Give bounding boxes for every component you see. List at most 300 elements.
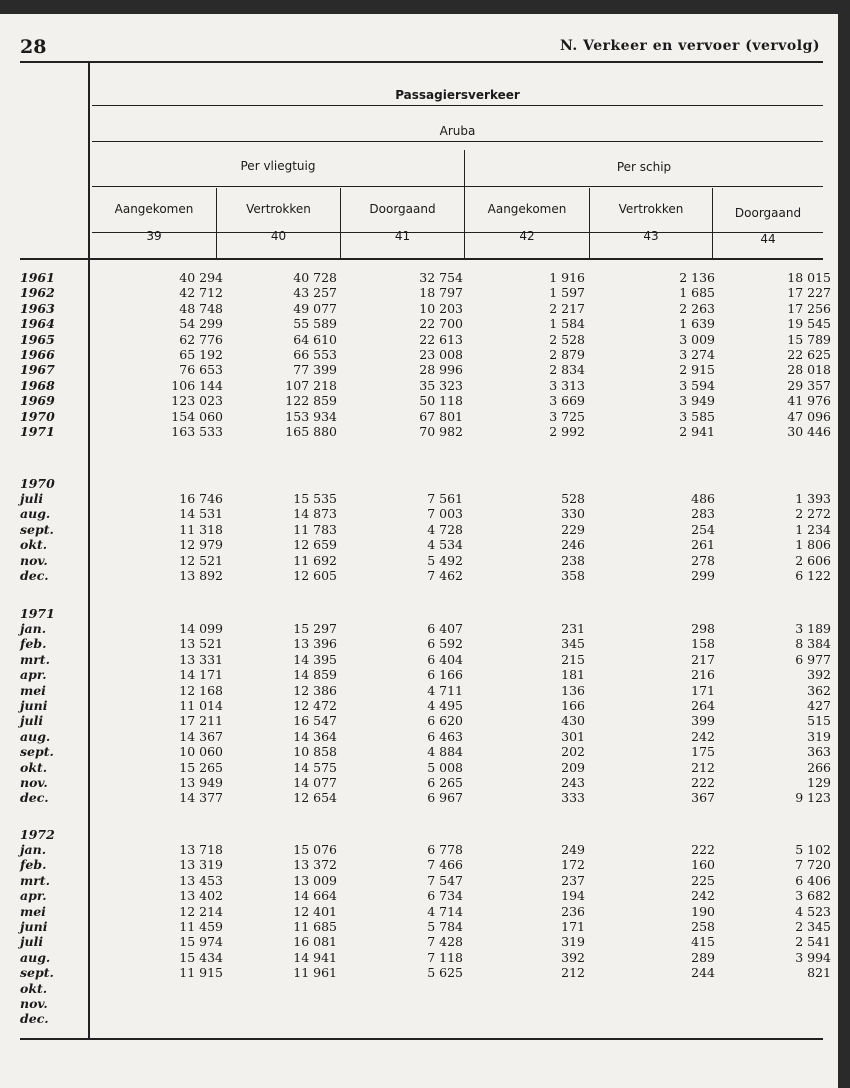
table-row [20, 857, 835, 872]
table-cell: 11 692 [293, 552, 337, 568]
table-cell: 4 884 [427, 744, 463, 760]
column-heading: Aangekomen [114, 202, 194, 216]
table-cell: 13 892 [179, 567, 223, 583]
table-cell: 64 610 [293, 331, 337, 347]
table-cell: 821 [807, 965, 831, 981]
table-cell: 3 313 [549, 377, 585, 393]
table-cell: 6 265 [427, 774, 463, 790]
column-number: 41 [394, 229, 411, 243]
table-cell: 222 [691, 842, 715, 857]
table-cell: 5 008 [427, 759, 463, 775]
table-cell: 7 561 [427, 491, 463, 506]
row-label: nov. [20, 552, 48, 568]
table-row [20, 285, 835, 300]
table-cell: 153 934 [285, 408, 337, 424]
table-cell: 212 [561, 965, 585, 981]
row-label: nov. [20, 774, 48, 790]
table-cell: 2 606 [795, 552, 831, 568]
table-cell: 12 521 [179, 552, 223, 568]
air-heading: Per vliegtuig [240, 159, 316, 173]
table-row [20, 934, 835, 949]
table-cell: 3 594 [679, 377, 715, 393]
table-row [20, 332, 835, 347]
table-cell: 301 [561, 728, 585, 744]
table-row [20, 636, 835, 651]
table-cell: 5 625 [427, 965, 463, 981]
table-cell: 6 407 [427, 621, 463, 636]
table-cell: 13 453 [179, 872, 223, 888]
table-row [20, 965, 835, 980]
table-cell: 14 575 [293, 759, 337, 775]
table-cell: 399 [691, 713, 715, 729]
table-cell: 362 [807, 682, 831, 698]
table-cell: 160 [691, 857, 715, 873]
table-cell: 13 402 [179, 888, 223, 904]
table-cell: 32 754 [419, 270, 463, 285]
table-row [20, 424, 835, 439]
table-cell: 2 879 [549, 346, 585, 362]
table-cell: 215 [561, 651, 585, 667]
table-cell: 190 [691, 903, 715, 919]
table-cell: 16 547 [293, 713, 337, 729]
table-cell: 17 211 [179, 713, 223, 729]
row-label: aug. [20, 728, 51, 744]
table-cell: 14 364 [293, 728, 337, 744]
table-cell: 12 605 [293, 567, 337, 583]
table-row [20, 362, 835, 377]
table-cell: 122 859 [285, 393, 337, 409]
table-row [20, 522, 835, 537]
table-cell: 392 [561, 949, 585, 965]
table-cell: 12 654 [293, 790, 337, 806]
table-cell: 54 299 [179, 316, 223, 332]
row-label: 1969 [20, 393, 55, 409]
table-row [20, 842, 835, 857]
block-1971 [20, 606, 835, 806]
table-cell: 415 [691, 934, 715, 950]
table-cell: 7 720 [795, 857, 831, 873]
table-cell: 1 685 [679, 285, 715, 301]
row-label: 1966 [20, 346, 55, 362]
table-row [20, 378, 835, 393]
table-cell: 48 748 [179, 300, 223, 316]
row-label: jan. [20, 621, 47, 636]
table-cell: 1 393 [795, 491, 831, 506]
table-cell: 7 003 [427, 506, 463, 522]
table-cell: 171 [691, 682, 715, 698]
header-bottom-rule [20, 258, 823, 260]
table-cell: 298 [691, 621, 715, 636]
table-cell: 166 [561, 697, 585, 713]
block-1970 [20, 476, 835, 583]
table-cell: 15 297 [293, 621, 337, 636]
table-cell: 123 023 [171, 393, 223, 409]
table-cell: 7 428 [427, 934, 463, 950]
table-row [20, 506, 835, 521]
table-cell: 5 784 [427, 918, 463, 934]
table-cell: 254 [691, 521, 715, 537]
table-cell: 106 144 [171, 377, 223, 393]
table-cell: 6 734 [427, 888, 463, 904]
table-cell: 28 996 [419, 362, 463, 378]
table-row [20, 904, 835, 919]
table-cell: 392 [807, 667, 831, 683]
row-label: 1963 [20, 300, 55, 316]
table-cell: 171 [561, 918, 585, 934]
table-cell: 4 728 [427, 521, 463, 537]
month-rows-1972 [20, 842, 835, 1027]
table-cell: 238 [561, 552, 585, 568]
table-cell: 49 077 [293, 300, 337, 316]
table-cell: 17 227 [787, 285, 831, 301]
table-cell: 6 406 [795, 872, 831, 888]
table-row [20, 981, 835, 996]
row-label: 1971 [20, 423, 55, 439]
row-label: okt. [20, 759, 48, 775]
row-label: mei [20, 903, 46, 919]
table-row [20, 347, 835, 362]
row-label: 1968 [20, 377, 55, 393]
table-cell: 6 404 [427, 651, 463, 667]
block-year-label: 1971 [20, 606, 55, 621]
table-cell: 1 806 [795, 537, 831, 553]
row-label: nov. [20, 995, 48, 1011]
table-cell: 1 639 [679, 316, 715, 332]
table-cell: 40 728 [293, 270, 337, 285]
table-cell: 2 136 [679, 270, 715, 285]
group-underline [92, 105, 823, 106]
table-cell: 11 783 [293, 521, 337, 537]
table-cell: 7 118 [427, 949, 463, 965]
table-cell: 13 949 [179, 774, 223, 790]
table-row [20, 316, 835, 331]
table-cell: 345 [561, 636, 585, 652]
table-cell: 5 102 [795, 842, 831, 857]
table-cell: 50 118 [419, 393, 463, 409]
column-number: 40 [270, 229, 287, 243]
column-heading: Doorgaand [369, 202, 436, 216]
table-row [20, 652, 835, 667]
table-cell: 264 [691, 697, 715, 713]
table-cell: 12 214 [179, 903, 223, 919]
table-cell: 3 725 [549, 408, 585, 424]
table-cell: 229 [561, 521, 585, 537]
table-cell: 283 [691, 506, 715, 522]
table-cell: 15 535 [293, 491, 337, 506]
table-cell: 30 446 [787, 423, 831, 439]
table-cell: 1 234 [795, 521, 831, 537]
table-cell: 2 834 [549, 362, 585, 378]
row-label: juli [20, 491, 44, 506]
table-cell: 11 915 [179, 965, 223, 981]
table-cell: 528 [561, 491, 585, 506]
table-cell: 2 915 [679, 362, 715, 378]
column-heading: Aangekomen [487, 202, 567, 216]
table-cell: 244 [691, 965, 715, 981]
mode-underline [92, 186, 823, 187]
table-cell: 42 712 [179, 285, 223, 301]
table-cell: 3 274 [679, 346, 715, 362]
row-label: 1965 [20, 331, 55, 347]
table-cell: 1 584 [549, 316, 585, 332]
row-label: 1970 [20, 408, 55, 424]
table-cell: 3 994 [795, 949, 831, 965]
table-row [20, 568, 835, 583]
row-label: sept. [20, 744, 54, 760]
table-cell: 163 533 [171, 423, 223, 439]
table-cell: 175 [691, 744, 715, 760]
column-heading: Doorgaand [734, 206, 802, 220]
block-1972 [20, 827, 835, 1027]
table-cell: 11 459 [179, 918, 223, 934]
table-cell: 9 123 [795, 790, 831, 806]
table-cell: 6 463 [427, 728, 463, 744]
table-cell: 8 384 [795, 636, 831, 652]
table-cell: 2 345 [795, 918, 831, 934]
table-cell: 165 880 [285, 423, 337, 439]
table-cell: 23 008 [419, 346, 463, 362]
table-cell: 12 659 [293, 537, 337, 553]
table-cell: 47 096 [787, 408, 831, 424]
table-cell: 22 613 [419, 331, 463, 347]
table-cell: 5 492 [427, 552, 463, 568]
group-heading: Passagiersverkeer [395, 88, 520, 102]
table-cell: 6 122 [795, 567, 831, 583]
table-cell: 4 523 [795, 903, 831, 919]
table-cell: 10 060 [179, 744, 223, 760]
table-row [20, 729, 835, 744]
table-cell: 14 395 [293, 651, 337, 667]
table-cell: 13 319 [179, 857, 223, 873]
table-bottom-rule [20, 1038, 823, 1040]
table-cell: 129 [807, 774, 831, 790]
subgroup-heading: Aruba [439, 124, 476, 138]
table-cell: 515 [807, 713, 831, 729]
table-cell: 2 528 [549, 331, 585, 347]
table-cell: 319 [561, 934, 585, 950]
table-cell: 76 653 [179, 362, 223, 378]
table-cell: 181 [561, 667, 585, 683]
table-cell: 18 015 [787, 270, 831, 285]
table-cell: 6 977 [795, 651, 831, 667]
table-cell: 1 597 [549, 285, 585, 301]
row-label: mrt. [20, 651, 50, 667]
table-cell: 11 318 [179, 521, 223, 537]
table-cell: 246 [561, 537, 585, 553]
table-row [20, 409, 835, 424]
table-cell: 242 [691, 888, 715, 904]
table-cell: 6 620 [427, 713, 463, 729]
col-divider-2 [340, 188, 341, 258]
column-number: 39 [146, 229, 162, 243]
row-label: 1967 [20, 362, 55, 378]
table-cell: 14 531 [179, 506, 223, 522]
column-heading: Vertrokken [618, 202, 684, 216]
table-cell: 216 [691, 667, 715, 683]
table-cell: 18 797 [419, 285, 463, 301]
table-cell: 11 685 [293, 918, 337, 934]
table-cell: 7 462 [427, 567, 463, 583]
block-year-label: 1970 [20, 476, 55, 491]
table-cell: 13 372 [293, 857, 337, 873]
table-cell: 2 217 [549, 300, 585, 316]
table-row [20, 537, 835, 552]
table-cell: 14 941 [293, 949, 337, 965]
table-cell: 13 331 [179, 651, 223, 667]
table-cell: 22 625 [787, 346, 831, 362]
table-cell: 14 171 [179, 667, 223, 683]
row-label: dec. [20, 1011, 49, 1027]
table-cell: 222 [691, 774, 715, 790]
table-cell: 3 189 [795, 621, 831, 636]
table-cell: 217 [691, 651, 715, 667]
row-label: juli [20, 713, 44, 729]
table-cell: 6 778 [427, 842, 463, 857]
table-cell: 225 [691, 872, 715, 888]
table-cell: 4 534 [427, 537, 463, 553]
table-cell: 1 916 [549, 270, 585, 285]
table-cell: 14 859 [293, 667, 337, 683]
row-label: okt. [20, 537, 48, 553]
table-cell: 154 060 [171, 408, 223, 424]
table-cell: 22 700 [419, 316, 463, 332]
table-cell: 65 192 [179, 346, 223, 362]
table-cell: 266 [807, 759, 831, 775]
table-cell: 12 401 [293, 903, 337, 919]
table-row [20, 919, 835, 934]
month-rows-1970 [20, 491, 835, 583]
table-cell: 14 377 [179, 790, 223, 806]
table-cell: 15 789 [787, 331, 831, 347]
table-cell: 11 961 [293, 965, 337, 981]
table-cell: 13 396 [293, 636, 337, 652]
row-label: aug. [20, 949, 51, 965]
table-cell: 333 [561, 790, 585, 806]
table-cell: 258 [691, 918, 715, 934]
row-label: apr. [20, 888, 47, 904]
row-label: juni [20, 697, 48, 713]
running-head: N. Verkeer en vervoer (vervolg) [559, 38, 820, 54]
table-row [20, 996, 835, 1011]
row-label: 1961 [20, 270, 55, 285]
table-cell: 62 776 [179, 331, 223, 347]
table-cell: 11 014 [179, 697, 223, 713]
table-cell: 4 495 [427, 697, 463, 713]
table-cell: 212 [691, 759, 715, 775]
table-cell: 4 714 [427, 903, 463, 919]
table-cell: 55 589 [293, 316, 337, 332]
table-cell: 2 941 [679, 423, 715, 439]
page-number: 28 [20, 36, 47, 58]
table-cell: 19 545 [787, 316, 831, 332]
col-divider-1 [216, 188, 217, 258]
table-cell: 278 [691, 552, 715, 568]
column-number: 44 [760, 232, 776, 246]
table-row [20, 790, 835, 805]
column-number: 43 [643, 229, 659, 243]
table-cell: 330 [561, 506, 585, 522]
table-row [20, 683, 835, 698]
table-cell: 236 [561, 903, 585, 919]
row-label: 1962 [20, 285, 55, 301]
table-cell: 202 [561, 744, 585, 760]
table-cell: 10 858 [293, 744, 337, 760]
table-row [20, 950, 835, 965]
table-cell: 430 [561, 713, 585, 729]
table-row [20, 760, 835, 775]
table-cell: 289 [691, 949, 715, 965]
table-cell: 249 [561, 842, 585, 857]
table-cell: 158 [691, 636, 715, 652]
table-cell: 367 [691, 790, 715, 806]
table-cell: 13 521 [179, 636, 223, 652]
table-cell: 70 982 [419, 423, 463, 439]
table-cell: 10 203 [419, 300, 463, 316]
table-row [20, 888, 835, 903]
table-row [20, 301, 835, 316]
table-cell: 6 166 [427, 667, 463, 683]
table-cell: 12 386 [293, 682, 337, 698]
table-cell: 3 009 [679, 331, 715, 347]
table-cell: 2 541 [795, 934, 831, 950]
table-cell: 77 399 [293, 362, 337, 378]
table-cell: 7 466 [427, 857, 463, 873]
table-cell: 14 873 [293, 506, 337, 522]
row-label: apr. [20, 667, 47, 683]
table-cell: 40 294 [179, 270, 223, 285]
table-cell: 6 592 [427, 636, 463, 652]
table-cell: 14 664 [293, 888, 337, 904]
table-cell: 43 257 [293, 285, 337, 301]
table-cell: 14 099 [179, 621, 223, 636]
row-label: sept. [20, 521, 54, 537]
table-cell: 15 434 [179, 949, 223, 965]
table-row [20, 621, 835, 636]
column-number: 42 [519, 229, 535, 243]
table-cell: 136 [561, 682, 585, 698]
table-cell: 243 [561, 774, 585, 790]
month-rows-1971 [20, 621, 835, 806]
table-cell: 12 979 [179, 537, 223, 553]
table-cell: 15 076 [293, 842, 337, 857]
top-rule [20, 61, 823, 63]
table-cell: 3 585 [679, 408, 715, 424]
row-label: mrt. [20, 872, 50, 888]
table-cell: 29 357 [787, 377, 831, 393]
table-cell: 209 [561, 759, 585, 775]
table-row [20, 393, 835, 408]
table-cell: 12 472 [293, 697, 337, 713]
table-cell: 2 272 [795, 506, 831, 522]
table-row [20, 667, 835, 682]
table-cell: 3 669 [549, 393, 585, 409]
table-row [20, 775, 835, 790]
table-cell: 3 682 [795, 888, 831, 904]
table-cell: 14 367 [179, 728, 223, 744]
table-row [20, 713, 835, 728]
table-cell: 14 077 [293, 774, 337, 790]
table-cell: 16 746 [179, 491, 223, 506]
table-cell: 7 547 [427, 872, 463, 888]
table-row [20, 744, 835, 759]
ship-heading: Per schip [616, 160, 672, 174]
row-label: juli [20, 934, 44, 950]
col-divider-4 [589, 188, 590, 258]
table-cell: 67 801 [419, 408, 463, 424]
table-cell: 41 976 [787, 393, 831, 409]
table-cell: 363 [807, 744, 831, 760]
table-cell: 231 [561, 621, 585, 636]
